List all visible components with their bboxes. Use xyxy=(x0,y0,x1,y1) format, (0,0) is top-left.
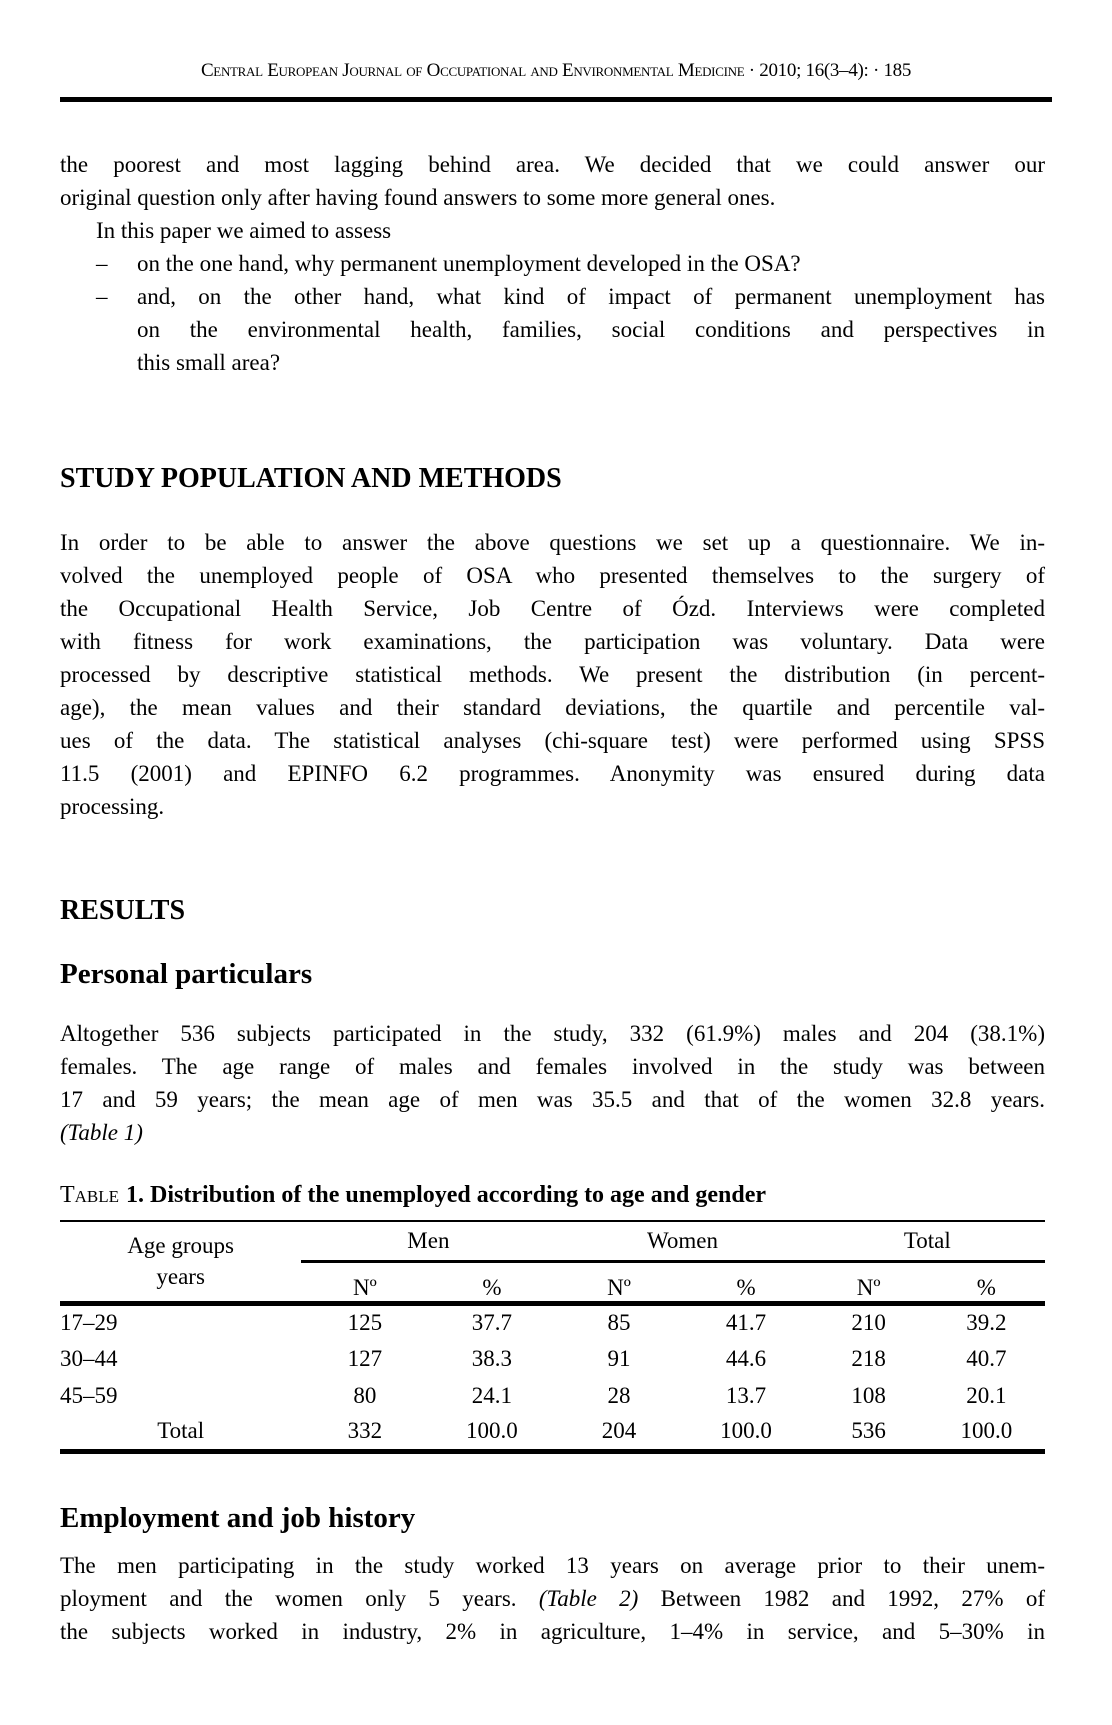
col-header-men-percent: % xyxy=(428,1261,555,1303)
cell-men-n: 80 xyxy=(353,1382,377,1408)
paragraph-personal-particulars xyxy=(60,1017,1045,1149)
page-content xyxy=(0,148,1112,1648)
row-label: 17–29 xyxy=(60,1309,118,1335)
text-line: In order to be able to answer the above questions we set up a questionnaire. We in- xyxy=(60,530,1045,555)
cell-total-percent: 100.0 xyxy=(960,1418,1013,1444)
list-item-text xyxy=(137,280,1045,379)
table-caption-text: 1. Distribution of the unemployed according to age and gender xyxy=(126,1182,767,1208)
row-label: 45–59 xyxy=(60,1382,118,1408)
col-header-women-n: Nº xyxy=(555,1261,682,1303)
col-header-women-percent: % xyxy=(683,1261,810,1303)
table-row-17-29 xyxy=(60,1303,1045,1340)
text-line: ues of the data. The statistical analyses (chi-square test) were performed using SPSS xyxy=(60,728,1045,753)
subsection-heading-personal-particulars: Personal particulars xyxy=(60,958,313,990)
cell-men-percent: 24.1 xyxy=(471,1382,513,1408)
text-line: the Occupational Health Service, Job Centre of Ózd. Interviews were completed xyxy=(60,596,1045,621)
list-item-aim-1 xyxy=(60,247,1045,280)
text-line: females. The age range of males and females involved in the study was between xyxy=(60,1054,1045,1079)
cell-total-n: 218 xyxy=(851,1345,886,1371)
col-header-age-groups-line2: years xyxy=(156,1264,205,1290)
section-heading-study-population-and-methods: STUDY POPULATION AND METHODS xyxy=(60,463,562,494)
table-header-group-row xyxy=(60,1221,1045,1261)
text-line: 11.5 (2001) and EPINFO 6.2 programmes. Anonymity was ensured during data xyxy=(60,761,1045,786)
cell-total-n: 210 xyxy=(851,1309,886,1335)
text-line: 17 and 59 years; the mean age of men was 35.5 and that of the women 32.8 years. xyxy=(60,1087,1045,1112)
cell-total-percent: 39.2 xyxy=(966,1309,1007,1335)
cell-total-percent: 20.1 xyxy=(966,1382,1007,1408)
cell-men-percent: 37.7 xyxy=(471,1309,513,1335)
text-line: the subjects worked in industry, 2% in agriculture, 1–4% in service, and 5–30% in xyxy=(60,1618,1045,1644)
text-line: processing. xyxy=(60,794,165,819)
text-line: processed by descriptive statistical methods. We present the distribution (in percent- xyxy=(60,662,1045,687)
journal-title-line: Central European Journal of Occupational and Environmental Medicine · 2010; 16(3–4): · 185 xyxy=(200,60,912,81)
table-caption-label: Table xyxy=(60,1182,120,1208)
text-line: Altogether 536 subjects participated in the study, 332 (61.9%) males and 204 (38.1%) xyxy=(60,1021,1045,1046)
cell-women-n: 204 xyxy=(601,1418,637,1444)
table-row-total xyxy=(60,1414,1045,1451)
text-line: original question only after having found answers to some more general ones. xyxy=(60,185,776,210)
text-line: The men participating in the study worked 13 years on average prior to their unem- xyxy=(60,1552,1045,1578)
col-header-age-groups xyxy=(60,1221,301,1303)
table-caption xyxy=(60,1179,1045,1211)
cell-total-percent: 40.7 xyxy=(966,1345,1007,1371)
subsection-heading-employment-and-job-history: Employment and job history xyxy=(60,1501,416,1534)
dash-marker: – xyxy=(96,251,108,276)
section-heading-results: RESULTS xyxy=(60,895,186,926)
paragraph-employment xyxy=(60,1549,1045,1648)
text-line: volved the unemployed people of OSA who presented themselves to the surgery of xyxy=(60,563,1045,588)
cell-men-percent: 100.0 xyxy=(466,1418,518,1444)
paragraph-intro xyxy=(60,148,1045,214)
dash-marker: – xyxy=(96,284,108,309)
header-rule xyxy=(60,97,1052,102)
col-group-men: Men xyxy=(301,1221,555,1261)
cell-women-n: 91 xyxy=(607,1345,631,1371)
cell-men-percent: 38.3 xyxy=(471,1345,513,1371)
cell-women-percent: 41.7 xyxy=(725,1309,767,1335)
text-line: and, on the other hand, what kind of impact of permanent unemployment has xyxy=(137,284,1045,309)
text-line: on the environmental health, families, social conditions and perspectives in xyxy=(137,317,1045,342)
table-1-age-gender-distribution xyxy=(60,1220,1045,1454)
cell-women-n: 85 xyxy=(607,1309,631,1335)
text-line: age), the mean values and their standard deviations, the quartile and percentile val- xyxy=(60,695,1045,720)
cell-total-n: 536 xyxy=(851,1418,886,1444)
text-line: the poorest and most lagging behind area. We decided that we could answer our xyxy=(60,152,1045,177)
cell-women-percent: 100.0 xyxy=(720,1418,772,1444)
text-line: this small area? xyxy=(137,350,281,375)
cell-women-percent: 13.7 xyxy=(725,1382,767,1408)
text-line: (Table 1) xyxy=(60,1120,143,1145)
col-group-total: Total xyxy=(810,1221,1045,1261)
cell-women-percent: 44.6 xyxy=(725,1345,767,1371)
col-header-age-groups-line1: Age groups xyxy=(127,1233,234,1259)
col-header-total-percent: % xyxy=(928,1261,1045,1303)
col-header-total-n: Nº xyxy=(810,1261,928,1303)
cell-men-n: 332 xyxy=(347,1418,383,1444)
row-label-total: Total xyxy=(157,1418,205,1444)
cell-men-n: 125 xyxy=(347,1309,383,1335)
cell-men-n: 127 xyxy=(347,1345,383,1371)
paragraph-methods xyxy=(60,526,1045,823)
paragraph-aim: In this paper we aimed to assess xyxy=(96,218,392,243)
text-line: with fitness for work examinations, the participation was voluntary. Data were xyxy=(60,629,1045,654)
row-label: 30–44 xyxy=(60,1345,118,1371)
col-header-men-n: Nº xyxy=(301,1261,428,1303)
running-header xyxy=(0,0,1112,102)
text-line: on the one hand, why permanent unemployment developed in the OSA? xyxy=(137,251,801,276)
list-item-aim-2 xyxy=(60,280,1045,379)
table-row-45-59 xyxy=(60,1377,1045,1414)
col-group-women: Women xyxy=(555,1221,809,1261)
cell-total-n: 108 xyxy=(851,1382,886,1408)
text-line: ployment and the women only 5 years. (Table 2) Between 1982 and 1992, 27% of xyxy=(60,1585,1046,1611)
list-item-text xyxy=(137,247,1045,280)
table-row-30-44 xyxy=(60,1340,1045,1377)
cell-women-n: 28 xyxy=(607,1382,631,1408)
